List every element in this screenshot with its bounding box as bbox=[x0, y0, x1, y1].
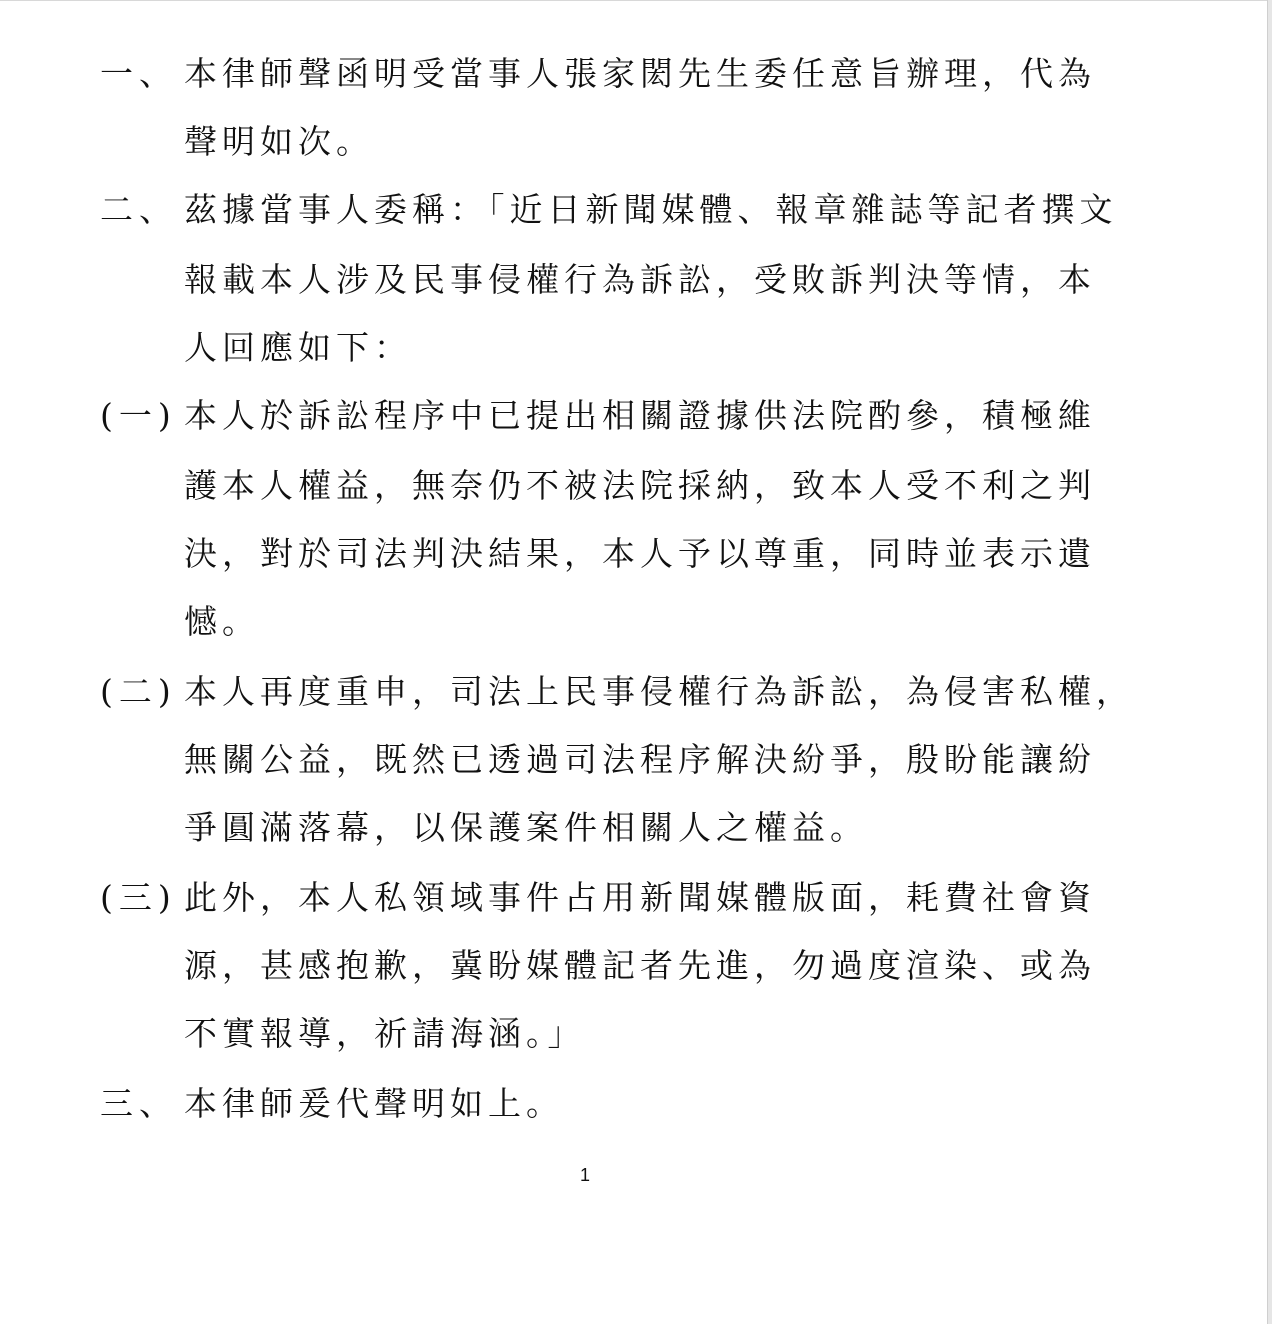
paragraph-text: 聲明如次。 bbox=[184, 122, 374, 161]
paragraph-text: 源，甚感抱歉，冀盼媒體記者先進，勿過度渲染、或為 bbox=[184, 946, 1096, 985]
paragraph-text: 護本人權益，無奈仍不被法院採納，致本人受不利之判 bbox=[184, 466, 1096, 505]
subparagraph-label: (二) bbox=[100, 672, 177, 711]
paragraph-label: 二、 bbox=[100, 190, 178, 229]
paragraph-label: 三、 bbox=[100, 1084, 178, 1123]
paragraph-text: 本律師聲函明受當事人張家閎先生委任意旨辦理，代為 bbox=[184, 54, 1096, 93]
paragraph-text: 此外，本人私領域事件占用新聞媒體版面，耗費社會資 bbox=[184, 878, 1096, 917]
page-number: 1 bbox=[579, 1165, 590, 1185]
paragraph-text: 人回應如下： bbox=[184, 328, 412, 367]
paragraph-text: 報載本人涉及民事侵權行為訴訟，受敗訴判決等情，本 bbox=[184, 260, 1096, 299]
paragraph-text: 決，對於司法判決結果，本人予以尊重，同時並表示遺 bbox=[184, 534, 1096, 573]
paragraph-text: 本律師爰代聲明如上。 bbox=[184, 1084, 564, 1123]
paragraph-text: 茲據當事人委稱：「近日新聞媒體、報章雜誌等記者撰文 bbox=[184, 190, 1118, 229]
paragraph-text: 無關公益，既然已透過司法程序解決紛爭，殷盼能讓紛 bbox=[184, 740, 1096, 779]
paragraph-text: 爭圓滿落幕，以保護案件相關人之權益。 bbox=[184, 808, 868, 847]
page-right-edge bbox=[1267, 0, 1272, 1324]
paragraph-label: 一、 bbox=[100, 54, 178, 93]
subparagraph-label: (一) bbox=[100, 396, 177, 435]
subparagraph-label: (三) bbox=[100, 878, 177, 917]
paragraph-text: 本人再度重申，司法上民事侵權行為訴訟，為侵害私權， bbox=[184, 672, 1134, 711]
paragraph-text: 憾。 bbox=[184, 602, 260, 641]
paragraph-text: 不實報導，祈請海涵。」 bbox=[184, 1014, 586, 1053]
paragraph-text: 本人於訴訟程序中已提出相關證據供法院酌參，積極維 bbox=[184, 396, 1096, 435]
